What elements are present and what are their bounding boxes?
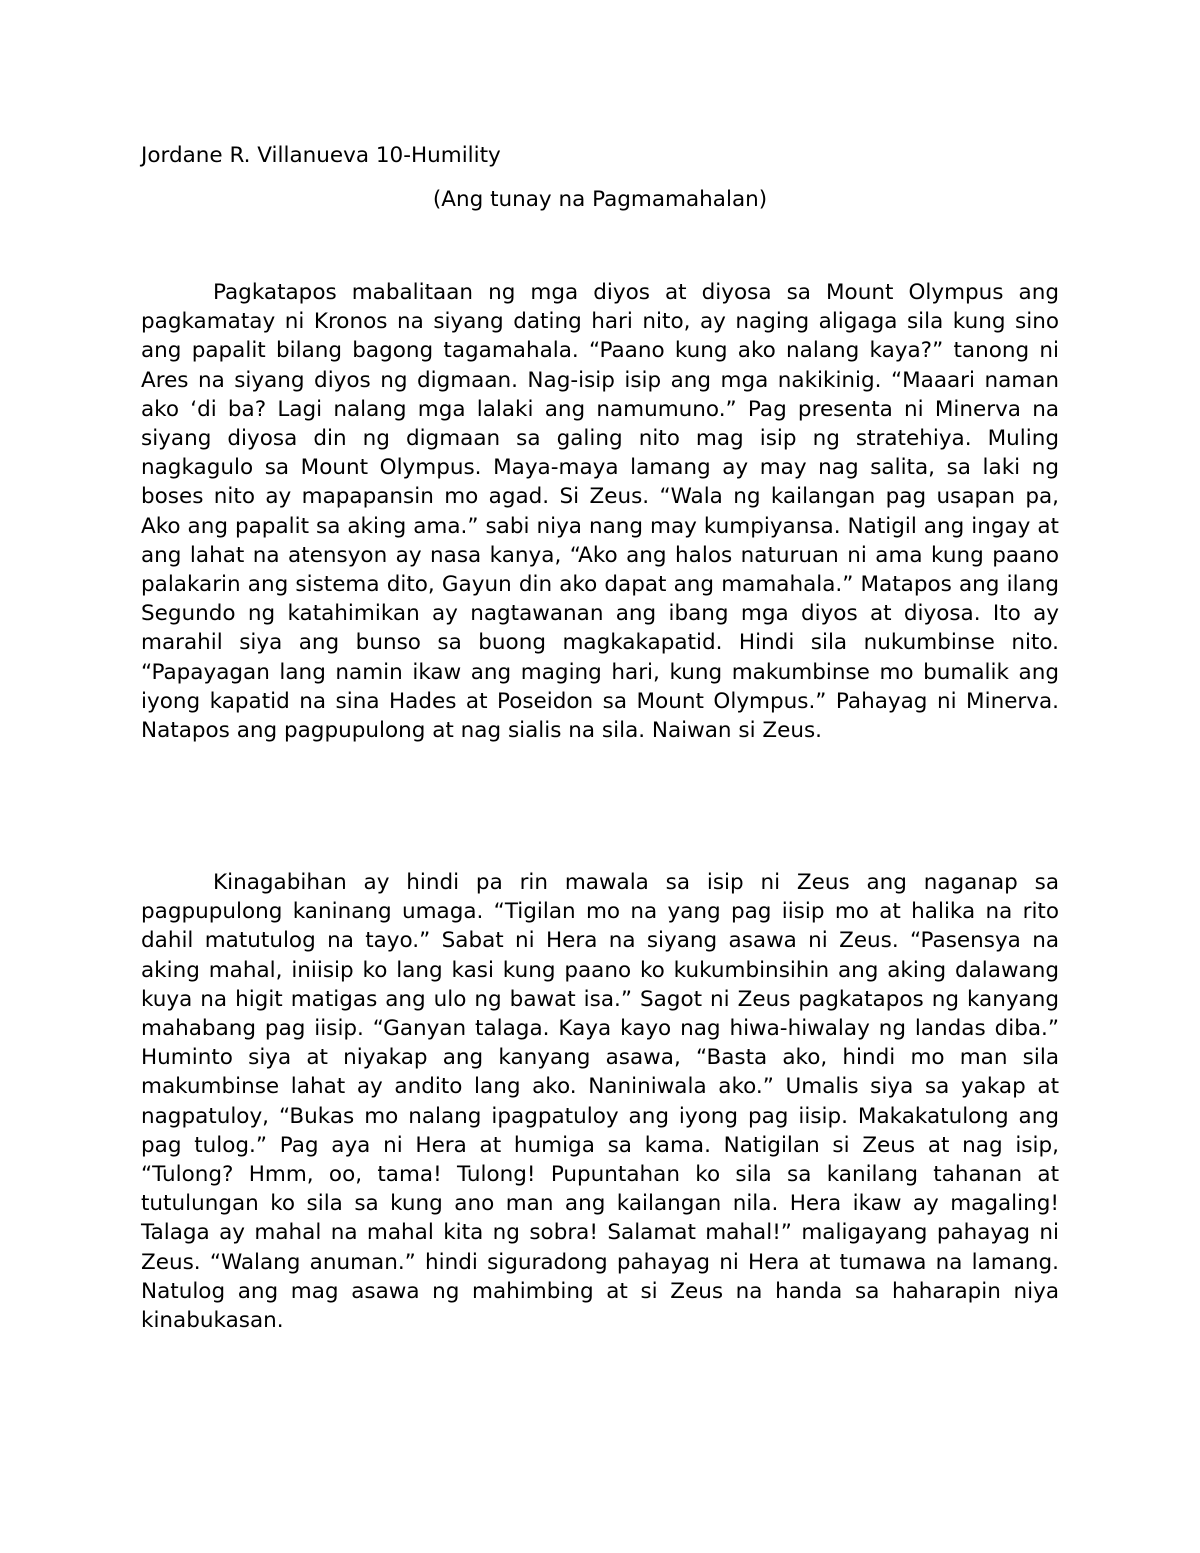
paragraph-1: Pagkatapos mabalitaan ng mga diyos at diyosa sa Mount Olympus ang pagkamatay ni Kronos na siyang dating hari nito, ay naging aligaga sila kung sino ang papalit bilang bagong tagamahala. “Paano kung ako nalang kaya?” tanong ni Ares na siyang diyos ng digmaan. Nag-isip isip ang mga nakikinig. “Maaari naman ako ‘di ba? Lagi nalang mga lalaki ang namumuno.” Pag presenta ni Minerva na siyang diyosa din ng digmaan sa galing nito mag isip ng stratehiya. Muling nagkagulo sa Mount Olympus. Maya-maya lamang ay may nag salita, sa laki ng boses nito ay mapapansin mo agad. Si Zeus. “Wala ng kailangan pag usapan pa, Ako ang papalit sa aking ama.” sabi niya nang may kumpiyansa. Natigil ang ingay at ang lahat na atensyon ay nasa kanya, “Ako ang halos naturuan ni ama kung paano palakarin ang sistema dito, Gayun din ako dapat ang mamahala.” Matapos ang ilang Segundo ng katahimikan ay nagtawanan ang ibang mga diyos at diyosa. Ito ay marahil siya ang bunso sa buong magkakapatid. Hindi sila nukumbinse nito. “Papayagan lang namin ikaw ang maging hari, kung makumbinse mo bumalik ang iyong kapatid na sina Hades at Poseidon sa Mount Olympus.” Pahayag ni Minerva. Natapos ang pagpupulong at nag sialis na sila. Naiwan si Zeus. <box>141 280 1059 744</box>
story-title: (Ang tunay na Pagmamahalan) <box>432 187 768 212</box>
author-header: Jordane R. Villanueva 10-Humility <box>141 143 501 168</box>
paragraph-2: Kinagabihan ay hindi pa rin mawala sa isip ni Zeus ang naganap sa pagpupulong kaninang umaga. “Tigilan mo na yang pag iisip mo at halika na rito dahil matutulog na tayo.” Sabat ni Hera na siyang asawa ni Zeus. “Pasensya na aking mahal, iniisip ko lang kasi kung paano ko kukumbinsihin ang aking dalawang kuya na higit matigas ang ulo ng bawat isa.” Sagot ni Zeus pagkatapos ng kanyang mahabang pag iisip. “Ganyan talaga. Kaya kayo nag hiwa-hiwalay ng landas diba.” Huminto siya at niyakap ang kanyang asawa, “Basta ako, hindi mo man sila makumbinse lahat ay andito lang ako. Naniniwala ako.” Umalis siya sa yakap at nagpatuloy, “Bukas mo nalang ipagpatuloy ang iyong pag iisip. Makakatulong ang pag tulog.” Pag aya ni Hera at humiga sa kama. Natigilan si Zeus at nag isip, “Tulong? Hmm, oo, tama! Tulong! Pupuntahan ko sila sa kanilang tahanan at tutulungan ko sila sa kung ano man ang kailangan nila. Hera ikaw ay magaling! Talaga ay mahal na mahal kita ng sobra! Salamat mahal!” maligayang pahayag ni Zeus. “Walang anuman.” hindi siguradong pahayag ni Hera at tumawa na lamang. Natulog ang mag asawa ng mahimbing at si Zeus na handa sa haharapin niya kinabukasan. <box>141 870 1059 1334</box>
